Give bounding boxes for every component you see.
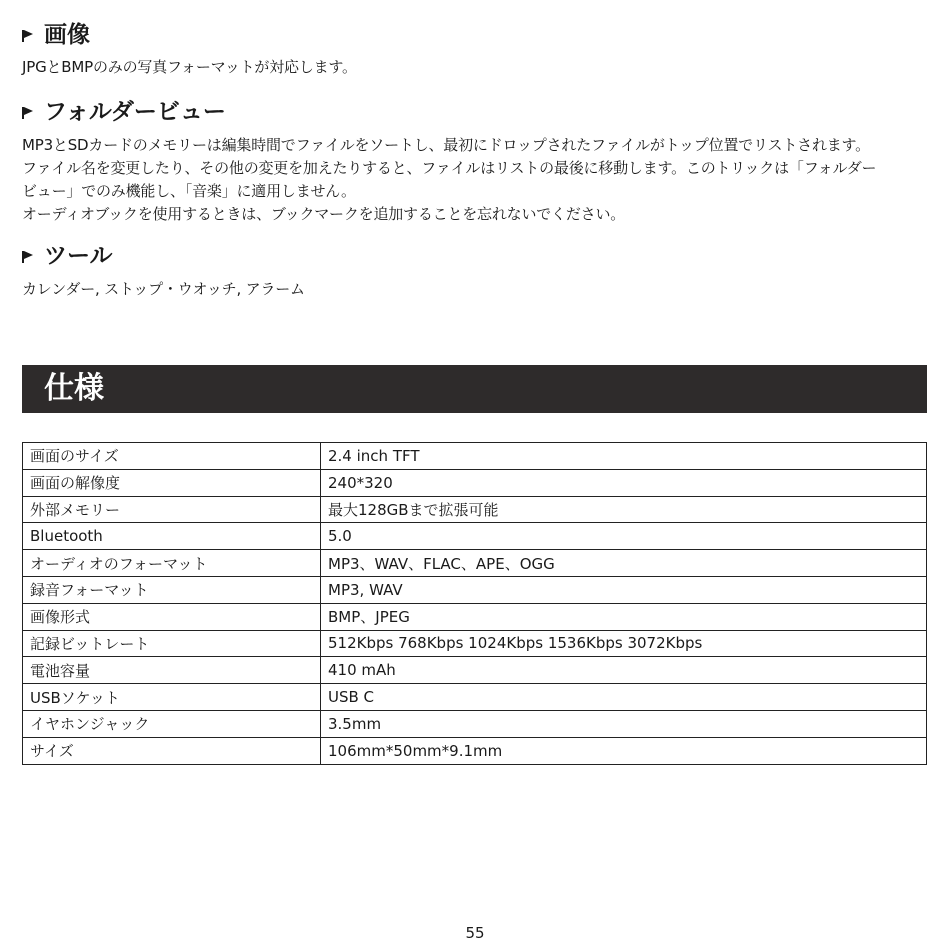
spec-value: 240*320: [321, 469, 927, 496]
spec-key: サイズ: [23, 737, 321, 764]
paragraph-image: [22, 56, 357, 79]
spec-value: MP3、WAV、FLAC、APE、OGG: [321, 550, 927, 577]
flag-icon: [22, 107, 34, 119]
spec-value: 2.4 inch TFT: [321, 443, 927, 470]
spec-value: 106mm*50mm*9.1mm: [321, 737, 927, 764]
spec-value: USB C: [321, 684, 927, 711]
paragraph-folder-view: [22, 134, 876, 226]
table-row: [23, 657, 927, 684]
flag-icon: [22, 30, 34, 42]
paragraph-line: ファイル名を変更したり、その他の変更を加えたりすると、ファイルはリストの最後に移動します。このトリックは「フォルダー: [22, 159, 877, 177]
table-row: [23, 550, 927, 577]
spec-value: 512Kbps 768Kbps 1024Kbps 1536Kbps 3072Kbps: [321, 630, 927, 657]
page-number: 55: [465, 924, 485, 942]
spec-value: BMP、JPEG: [321, 603, 927, 630]
spec-key: USBソケット: [23, 684, 321, 711]
table-row: [23, 576, 927, 603]
section-heading-image: [22, 24, 90, 47]
spec-value: 3.5mm: [321, 710, 927, 737]
section-heading-tools: [22, 245, 113, 268]
spec-key: イヤホンジャック: [23, 710, 321, 737]
spec-key: 外部メモリー: [23, 496, 321, 523]
section-title-image: 画像: [44, 22, 90, 48]
table-row: [23, 523, 927, 550]
spec-banner: 仕様: [22, 365, 927, 413]
spec-value: MP3, WAV: [321, 576, 927, 603]
spec-key: 画像形式: [23, 603, 321, 630]
spec-key: 電池容量: [23, 657, 321, 684]
spec-key: 録音フォーマット: [23, 576, 321, 603]
spec-value: 最大128GBまで拡張可能: [321, 496, 927, 523]
table-row: [23, 630, 927, 657]
spec-value: 410 mAh: [321, 657, 927, 684]
spec-key: 画面の解像度: [23, 469, 321, 496]
table-row: [23, 496, 927, 523]
section-title-tools: ツール: [44, 243, 113, 269]
paragraph-line: カレンダー, ストップ・ウオッチ, アラーム: [22, 280, 305, 298]
paragraph-line: オーディオブックを使用するときは、ブックマークを追加することを忘れないでください。: [22, 205, 626, 223]
spec-value: 5.0: [321, 523, 927, 550]
spec-table: [22, 442, 927, 765]
table-row: [23, 443, 927, 470]
section-title-folder-view: フォルダービュー: [44, 99, 226, 125]
paragraph-tools: [22, 278, 305, 301]
table-row: [23, 710, 927, 737]
paragraph-line: ビュー」でのみ機能し、「音楽」に適用しません。: [22, 182, 356, 200]
table-row: [23, 603, 927, 630]
table-row: [23, 737, 927, 764]
section-heading-folder-view: [22, 101, 226, 124]
spec-key: オーディオのフォーマット: [23, 550, 321, 577]
table-row: [23, 469, 927, 496]
flag-icon: [22, 251, 34, 263]
table-row: [23, 684, 927, 711]
spec-key: 記録ビットレート: [23, 630, 321, 657]
spec-key: 画面のサイズ: [23, 443, 321, 470]
paragraph-line: MP3とSDカードのメモリーは編集時間でファイルをソートし、最初にドロップされたファイルがトップ位置でリストされます。: [22, 136, 870, 154]
spec-key: Bluetooth: [23, 523, 321, 550]
paragraph-line: JPGとBMPのみの写真フォーマットが対応します。: [22, 58, 357, 76]
